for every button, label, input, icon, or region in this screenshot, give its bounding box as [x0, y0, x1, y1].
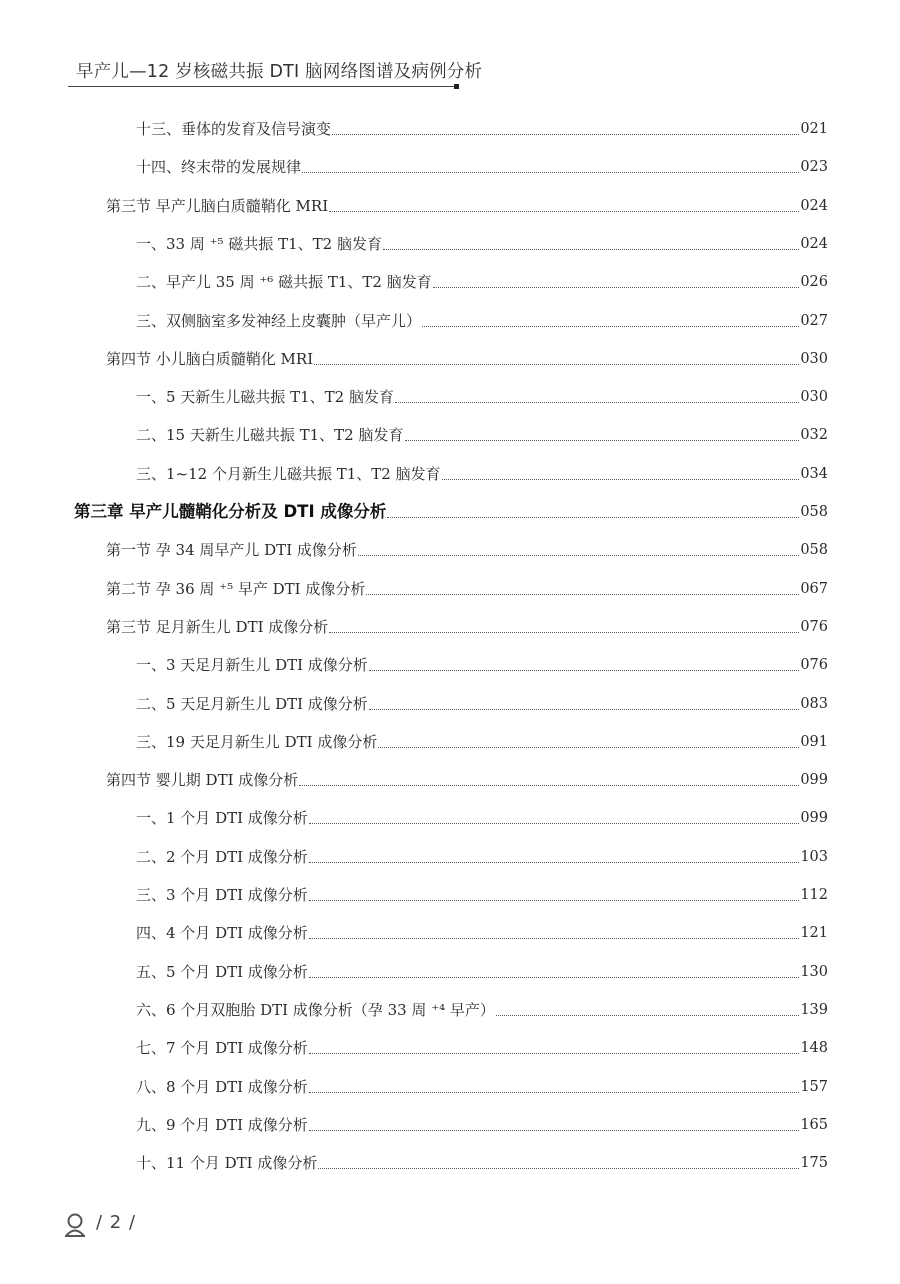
toc-page-number: 023 [800, 159, 828, 176]
toc-entry-label: 二、15 天新生儿磁共振 T1、T2 脑发育 [136, 426, 404, 445]
toc-item-entry [136, 422, 828, 444]
toc-entry-label: 三、3 个月 DTI 成像分析 [136, 886, 308, 904]
toc-dot-leader [405, 439, 800, 441]
toc-page-number: 083 [800, 695, 828, 712]
toc-page-number: 139 [800, 1001, 828, 1018]
toc-page-number: 121 [800, 925, 828, 942]
toc-item-entry [136, 1035, 828, 1057]
toc-item-entry [136, 882, 828, 904]
toc-dot-leader [442, 478, 800, 480]
toc-entry-label: 三、1~12 个月新生儿磁共振 T1、T2 脑发育 [136, 464, 441, 483]
toc-item-entry [136, 269, 828, 291]
toc-item-entry [136, 116, 828, 138]
toc-dot-leader [329, 210, 799, 212]
toc-entry-label: 四、4 个月 DTI 成像分析 [136, 924, 308, 943]
toc-page-number: 130 [800, 963, 828, 980]
toc-page-number: 024 [800, 235, 828, 252]
toc-page-number: 076 [800, 657, 828, 674]
toc-dot-leader [309, 976, 800, 978]
toc-entry-label: 一、5 天新生儿磁共振 T1、T2 脑发育 [136, 388, 394, 407]
toc-dot-leader [309, 822, 800, 824]
toc-dot-leader [309, 899, 800, 901]
toc-page-number: 148 [800, 1040, 828, 1057]
toc-dot-leader [378, 746, 799, 748]
toc-page-number: 058 [800, 504, 828, 520]
toc-entry-label: 二、2 个月 DTI 成像分析 [136, 847, 308, 866]
toc-dot-leader [433, 286, 800, 288]
toc-dot-leader [309, 1091, 800, 1093]
toc-section-entry [106, 346, 828, 368]
toc-page-number: 027 [800, 312, 828, 329]
toc-entry-label: 九、9 个月 DTI 成像分析 [136, 1115, 308, 1134]
toc-dot-leader [309, 1129, 800, 1131]
toc-entry-label: 二、早产儿 35 周 ⁺⁶ 磁共振 T1、T2 脑发育 [136, 273, 432, 292]
toc-dot-leader [309, 861, 800, 863]
toc-item-entry [136, 959, 828, 981]
toc-item-entry [136, 461, 828, 483]
toc-entry-label: 第四节 小儿脑白质髓鞘化 MRI [106, 349, 314, 368]
toc-dot-leader [369, 708, 800, 710]
toc-entry-label: 十四、终末带的发展规律 [136, 158, 302, 177]
toc-entry-label: 五、5 个月 DTI 成像分析 [136, 962, 308, 981]
toc-dot-leader [332, 133, 799, 135]
toc-page-number: 175 [800, 1155, 828, 1172]
toc-item-entry [136, 1112, 828, 1134]
toc-dot-leader [496, 1014, 799, 1016]
toc-item-entry [136, 844, 828, 866]
toc-item-entry [136, 805, 828, 827]
toc-entry-label: 七、7 个月 DTI 成像分析 [136, 1039, 308, 1058]
toc-page-number: 030 [800, 389, 828, 406]
toc-dot-leader [383, 248, 799, 250]
toc-entry-label: 第二节 孕 36 周 ⁺⁵ 早产 DTI 成像分析 [106, 579, 366, 598]
toc-chapter-entry [74, 499, 828, 521]
toc-dot-leader [369, 669, 800, 671]
toc-page-number: 103 [800, 848, 828, 865]
page-number: / 2 / [96, 1212, 137, 1233]
toc-page-number: 157 [800, 1078, 828, 1095]
toc-entry-label: 第三章 早产儿髓鞘化分析及 DTI 成像分析 [74, 502, 387, 521]
toc-entry-label: 十三、垂体的发育及信号演变 [136, 120, 332, 138]
toc-page-number: 099 [800, 772, 828, 789]
toc-dot-leader [422, 325, 799, 327]
toc-entry-label: 一、3 天足月新生儿 DTI 成像分析 [136, 656, 368, 675]
toc-entry-label: 十、11 个月 DTI 成像分析 [136, 1154, 318, 1173]
toc-dot-leader [299, 784, 799, 786]
toc-item-entry [136, 920, 828, 942]
toc-section-entry [106, 614, 828, 636]
toc-entry-label: 八、8 个月 DTI 成像分析 [136, 1077, 308, 1096]
toc-entry-label: 一、1 个月 DTI 成像分析 [136, 809, 308, 828]
toc-entry-label: 一、33 周 ⁺⁵ 磁共振 T1、T2 脑发育 [136, 234, 382, 253]
toc-page-number: 032 [800, 427, 828, 444]
toc-dot-leader [309, 1052, 800, 1054]
toc-page-number: 076 [800, 618, 828, 635]
toc-entry-label: 第一节 孕 34 周早产儿 DTI 成像分析 [106, 541, 357, 560]
toc-page-number: 091 [800, 733, 828, 750]
reader-person-icon [62, 1212, 88, 1238]
toc-page-number: 026 [800, 274, 828, 291]
toc-dot-leader [329, 631, 799, 633]
toc-page-number: 058 [800, 542, 828, 559]
toc-page-number: 067 [800, 580, 828, 597]
toc-item-entry [136, 308, 828, 330]
toc-item-entry [136, 691, 828, 713]
toc-item-entry [136, 729, 828, 751]
toc-item-entry [136, 652, 828, 674]
toc-section-entry [106, 576, 828, 598]
toc-item-entry [136, 1074, 828, 1096]
toc-dot-leader [302, 171, 799, 173]
toc-page-number: 034 [800, 465, 828, 482]
toc-entry-label: 三、19 天足月新生儿 DTI 成像分析 [136, 732, 378, 751]
toc-dot-leader [387, 516, 799, 518]
toc-page-number: 165 [800, 1116, 828, 1133]
toc-entry-label: 三、双侧脑室多发神经上皮囊肿（早产儿） [136, 311, 422, 330]
toc-item-entry [136, 231, 828, 253]
toc-dot-leader [395, 401, 799, 403]
toc-section-entry [106, 537, 828, 559]
toc-page-number: 030 [800, 350, 828, 367]
toc-entry-label: 二、5 天足月新生儿 DTI 成像分析 [136, 694, 368, 713]
toc-dot-leader [314, 363, 799, 365]
running-header-title: 早产儿—12 岁核磁共振 DTI 脑网络图谱及病例分析 [76, 62, 483, 82]
toc-item-entry [136, 154, 828, 176]
toc-page-number: 024 [800, 197, 828, 214]
toc-entry-label: 第三节 早产儿脑白质髓鞘化 MRI [106, 196, 329, 215]
toc-dot-leader [358, 554, 799, 556]
toc-entry-label: 六、6 个月双胞胎 DTI 成像分析（孕 33 周 ⁺⁴ 早产） [136, 1000, 495, 1019]
toc-dot-leader [366, 593, 799, 595]
toc-dot-leader [318, 1167, 799, 1169]
toc-item-entry [136, 997, 828, 1019]
toc-item-entry [136, 1150, 828, 1172]
toc-page-number: 112 [800, 887, 828, 903]
toc-entry-label: 第四节 婴儿期 DTI 成像分析 [106, 771, 299, 790]
toc-entry-label: 第三节 足月新生儿 DTI 成像分析 [106, 617, 329, 636]
toc-dot-leader [309, 937, 800, 939]
toc-section-entry [106, 767, 828, 789]
toc-item-entry [136, 384, 828, 406]
toc-page-number: 099 [800, 810, 828, 827]
toc-page-number: 021 [800, 121, 828, 137]
toc-section-entry [106, 193, 828, 215]
